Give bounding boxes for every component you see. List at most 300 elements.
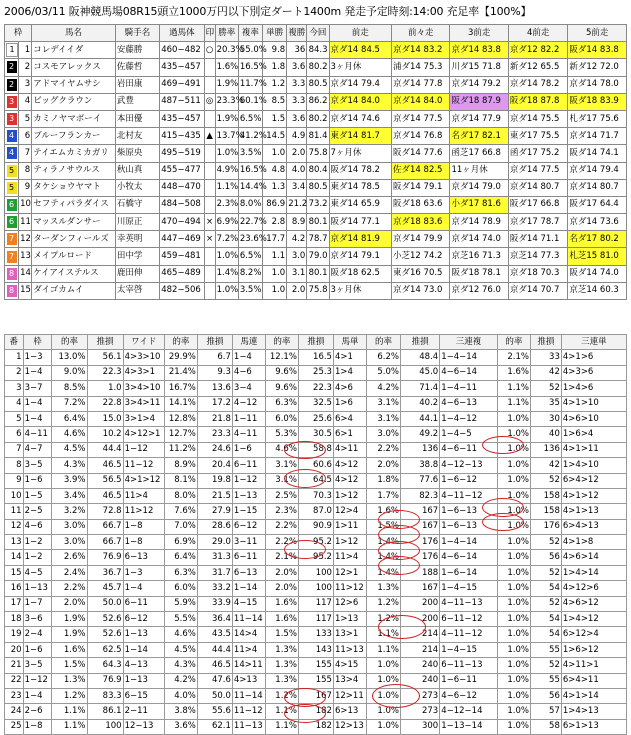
odds-cell: 54 xyxy=(530,581,561,596)
odds-cell: 1−4 xyxy=(123,581,164,596)
odds-cell: 56 xyxy=(530,550,561,565)
place-rate: 3.5% xyxy=(238,145,262,162)
win-rate: 1.1% xyxy=(215,179,238,196)
current-index: 80.5 xyxy=(307,179,329,196)
past-race-cell: 名ダ17 82.1 xyxy=(450,128,508,145)
odds-cell: 167 xyxy=(401,519,440,534)
odds-cell: 2.2% xyxy=(265,535,298,550)
odds-cell: 52.6 xyxy=(87,627,123,642)
waku-cell xyxy=(5,93,19,110)
past-race-cell: 東ダ17 75.5 xyxy=(508,128,567,145)
past-race-cell: 京ダ12 82.2 xyxy=(508,42,567,59)
odds-cell: 1−4−5 xyxy=(440,427,498,442)
win-odds: 86.9 xyxy=(263,196,287,213)
win-rate: 6.9% xyxy=(215,214,238,231)
odds-cell: 2−11 xyxy=(123,704,164,719)
place-odds: 3.4 xyxy=(287,179,307,196)
odds-cell: 1.0% xyxy=(497,458,530,473)
odds-cell: 1.6% xyxy=(366,504,400,519)
entry-row[interactable] xyxy=(5,128,627,145)
odds-cell: 4>1>13 xyxy=(561,504,626,519)
odds-cell: 25 xyxy=(5,719,24,734)
odds-cell: 117 xyxy=(298,612,333,627)
odds-cell: 46.5 xyxy=(197,658,232,673)
odds-cell: 1−11 xyxy=(232,411,265,426)
odds-header-cell: 三連複 xyxy=(440,335,498,350)
jockey-name: 鹿田伸 xyxy=(115,265,159,282)
odds-cell: 1−13 xyxy=(123,673,164,688)
past-race-cell: 京ダ14 77.9 xyxy=(450,110,508,127)
odds-cell: 1−4 xyxy=(23,396,52,411)
odds-cell: 7.6% xyxy=(164,504,197,519)
odds-cell: 4.6% xyxy=(265,442,298,457)
odds-cell: 2.0% xyxy=(265,581,298,596)
odds-cell: 4.2% xyxy=(164,673,197,688)
odds-cell: 43.5 xyxy=(197,627,232,642)
odds-cell: 6.7 xyxy=(197,350,232,365)
odds-row[interactable] xyxy=(5,565,627,580)
horse-number: 10 xyxy=(19,196,32,213)
odds-cell: 6.3% xyxy=(265,396,298,411)
waku-cell xyxy=(5,231,19,248)
odds-cell: 45.7 xyxy=(87,581,123,596)
odds-cell: 15 xyxy=(5,565,24,580)
body-weight: 447−469 xyxy=(160,231,204,248)
place-odds: 3.6 xyxy=(287,59,307,76)
waku-badge: 6 xyxy=(7,216,17,228)
odds-cell: 76.9 xyxy=(87,673,123,688)
past-race-cell: 京ダ14 73.6 xyxy=(568,214,627,231)
odds-cell: 72.8 xyxy=(87,504,123,519)
odds-cell: 167 xyxy=(401,581,440,596)
odds-cell: 1.0% xyxy=(497,596,530,611)
body-weight: 487−511 xyxy=(160,93,204,110)
waku-badge: 4 xyxy=(7,130,17,142)
odds-row[interactable] xyxy=(5,642,627,657)
horse-name: カミノヤマボーイ xyxy=(32,110,116,127)
odds-cell: 1.2% xyxy=(366,612,400,627)
odds-row[interactable] xyxy=(5,411,627,426)
odds-cell: 1.0% xyxy=(366,658,400,673)
odds-row[interactable] xyxy=(5,396,627,411)
odds-cell: 12>4 xyxy=(333,504,366,519)
odds-cell: 1>6 xyxy=(333,396,366,411)
odds-header-cell: 推損 xyxy=(530,335,561,350)
entry-row[interactable] xyxy=(5,196,627,213)
odds-row[interactable] xyxy=(5,673,627,688)
jockey-name: 安藤勝 xyxy=(115,42,159,59)
past-race-cell: 阪ダ17 64.4 xyxy=(568,196,627,213)
win-odds: 8.5 xyxy=(263,93,287,110)
odds-cell: 6−13 xyxy=(232,565,265,580)
place-rate: 16.5% xyxy=(238,162,262,179)
odds-cell: 90.9 xyxy=(298,519,333,534)
odds-row[interactable] xyxy=(5,504,627,519)
odds-cell: 8.0% xyxy=(164,488,197,503)
odds-cell: 4>11 xyxy=(333,442,366,457)
odds-cell: 6−12 xyxy=(232,519,265,534)
odds-cell: 155 xyxy=(298,658,333,673)
odds-cell: 11−14 xyxy=(232,612,265,627)
odds-cell: 3 xyxy=(5,381,24,396)
win-rate: 1.0% xyxy=(215,145,238,162)
odds-cell: 4−6−14 xyxy=(440,365,498,380)
odds-cell: 86.1 xyxy=(87,704,123,719)
past-race-cell: 京ダ14 75.5 xyxy=(508,110,567,127)
odds-cell: 16.7% xyxy=(164,381,197,396)
prediction-mark xyxy=(204,76,215,93)
odds-cell: 71.4 xyxy=(401,381,440,396)
place-odds: 3.1 xyxy=(287,265,307,282)
horse-name: ビッグクラウン xyxy=(32,93,116,110)
annotation-circle xyxy=(284,704,326,723)
past-race-cell: 京ダ14 77.8 xyxy=(392,76,450,93)
odds-cell: 4>15 xyxy=(333,658,366,673)
entry-row[interactable] xyxy=(5,145,627,162)
past-race-cell: 7ヶ月休 xyxy=(329,145,392,162)
prediction-mark: ○ xyxy=(204,42,215,59)
odds-cell: 100 xyxy=(87,719,123,734)
odds-cell: 3.1% xyxy=(265,473,298,488)
odds-row[interactable] xyxy=(5,658,627,673)
waku-badge: 2 xyxy=(7,79,17,91)
place-rate: 23.6% xyxy=(238,231,262,248)
prediction-mark: × xyxy=(204,231,215,248)
entry-row[interactable] xyxy=(5,110,627,127)
jockey-name: 石橋守 xyxy=(115,196,159,213)
current-index: 80.4 xyxy=(307,162,329,179)
past-race-cell: 浦ダ14 75.3 xyxy=(392,59,450,76)
odds-cell: 2.0% xyxy=(366,458,400,473)
odds-cell: 4>6 xyxy=(333,381,366,396)
odds-cell: 1−6−11 xyxy=(440,673,498,688)
odds-cell: 18 xyxy=(5,612,24,627)
past-race-cell: 京ダ14 83.2 xyxy=(392,42,450,59)
odds-cell: 1>6>4 xyxy=(561,427,626,442)
place-rate: 16.5% xyxy=(238,59,262,76)
horse-number: 13 xyxy=(19,248,32,265)
odds-cell: 66.7 xyxy=(87,535,123,550)
odds-cell: 56.5 xyxy=(87,473,123,488)
odds-cell: 33.2 xyxy=(197,581,232,596)
odds-cell: 46.5 xyxy=(87,458,123,473)
place-odds: 4.0 xyxy=(287,162,307,179)
odds-cell: 33.9 xyxy=(197,596,232,611)
odds-cell: 22.3 xyxy=(87,365,123,380)
annotation-circle xyxy=(284,540,326,559)
odds-cell: 8.1% xyxy=(164,473,197,488)
odds-cell: 1.4% xyxy=(366,550,400,565)
waku-badge: 3 xyxy=(7,96,17,108)
odds-cell: 22.3 xyxy=(298,381,333,396)
odds-cell: 4>3>1 xyxy=(123,365,164,380)
odds-cell: 40 xyxy=(530,427,561,442)
odds-cell: 4−12 xyxy=(232,396,265,411)
odds-cell: 1.0% xyxy=(497,550,530,565)
entry-row[interactable] xyxy=(5,179,627,196)
entry-row[interactable] xyxy=(5,59,627,76)
odds-cell: 4−6−12 xyxy=(440,688,498,703)
odds-cell: 2.2% xyxy=(52,581,87,596)
odds-cell: 1.4% xyxy=(366,565,400,580)
odds-cell: 1.3% xyxy=(52,673,87,688)
odds-cell: 47.6 xyxy=(197,673,232,688)
odds-cell: 1−3 xyxy=(123,565,164,580)
past-race-cell: 京ダ14 79.4 xyxy=(329,76,392,93)
odds-cell: 11−14 xyxy=(232,688,265,703)
odds-row[interactable] xyxy=(5,627,627,642)
odds-cell: 4 xyxy=(5,396,24,411)
horse-number: 12 xyxy=(19,231,32,248)
odds-cell: 14.1% xyxy=(164,396,197,411)
horse-number: 8 xyxy=(19,162,32,179)
past-race-cell: 11ヶ月休 xyxy=(450,162,508,179)
odds-cell: 1.0% xyxy=(497,673,530,688)
odds-cell: 66.7 xyxy=(87,519,123,534)
odds-cell: 35 xyxy=(530,396,561,411)
odds-cell: 1.0% xyxy=(497,411,530,426)
odds-cell: 4−5 xyxy=(23,565,52,580)
odds-cell: 12.8% xyxy=(164,411,197,426)
odds-cell: 240 xyxy=(401,658,440,673)
odds-cell: 50.0 xyxy=(87,596,123,611)
odds-cell: 1>4>6 xyxy=(561,381,626,396)
past-race-cell: 函ダ17 75.2 xyxy=(508,145,567,162)
odds-row[interactable] xyxy=(5,381,627,396)
entry-row[interactable] xyxy=(5,282,627,299)
odds-cell: 3.2% xyxy=(52,504,87,519)
past-race-cell: 京ダ14 78.9 xyxy=(450,214,508,231)
odds-cell: 4>1>14 xyxy=(561,688,626,703)
odds-cell: 1>12 xyxy=(333,488,366,503)
odds-cell: 24.6 xyxy=(197,442,232,457)
odds-cell: 23 xyxy=(5,688,24,703)
entry-row[interactable] xyxy=(5,93,627,110)
odds-cell: 1.0% xyxy=(366,673,400,688)
odds-cell: 49.2 xyxy=(401,427,440,442)
past-race-cell: 阪ダ18 83.9 xyxy=(568,93,627,110)
odds-cell: 1.0% xyxy=(497,427,530,442)
odds-cell: 1.6% xyxy=(265,596,298,611)
place-rate: 41.2% xyxy=(238,128,262,145)
odds-cell: 1−4−11 xyxy=(440,381,498,396)
body-weight: 448−470 xyxy=(160,179,204,196)
odds-row[interactable] xyxy=(5,488,627,503)
odds-cell: 3>4>11 xyxy=(123,396,164,411)
odds-cell: 4>12>6 xyxy=(561,581,626,596)
past-race-cell: 京ダ14 84.5 xyxy=(329,42,392,59)
odds-cell: 1.0% xyxy=(497,627,530,642)
odds-cell: 1−4 xyxy=(23,411,52,426)
odds-cell: 1−4−15 xyxy=(440,642,498,657)
odds-cell: 56 xyxy=(530,688,561,703)
odds-cell: 200 xyxy=(401,612,440,627)
past-race-cell: 京ダ14 77.5 xyxy=(508,162,567,179)
odds-header-cell: 馬単 xyxy=(333,335,366,350)
odds-cell: 4>12 xyxy=(333,473,366,488)
odds-cell: 48.4 xyxy=(401,350,440,365)
odds-cell: 4.6% xyxy=(164,627,197,642)
odds-cell: 4>6>10 xyxy=(561,411,626,426)
odds-row[interactable] xyxy=(5,427,627,442)
win-odds: 1.2 xyxy=(263,76,287,93)
horse-number: 11 xyxy=(19,214,32,231)
odds-cell: 55.6 xyxy=(197,704,232,719)
odds-cell: 2−5 xyxy=(23,504,52,519)
odds-cell: 1−6−13 xyxy=(440,519,498,534)
odds-row[interactable] xyxy=(5,350,627,365)
horse-number: 14 xyxy=(19,265,32,282)
horse-number: 5 xyxy=(19,110,32,127)
odds-cell: 2.6% xyxy=(52,550,87,565)
entry-header-cell: 印 xyxy=(204,25,215,42)
odds-cell: 6−13 xyxy=(123,550,164,565)
place-odds: 3.3 xyxy=(287,76,307,93)
past-race-cell: 名ダ17 80.2 xyxy=(568,231,627,248)
odds-cell: 1.1% xyxy=(366,642,400,657)
odds-row[interactable] xyxy=(5,519,627,534)
odds-cell: 7.2% xyxy=(52,396,87,411)
odds-cell: 1−7 xyxy=(23,596,52,611)
odds-cell: 1.1% xyxy=(366,627,400,642)
odds-cell: 11>13 xyxy=(333,642,366,657)
odds-row[interactable] xyxy=(5,596,627,611)
place-rate: 3.5% xyxy=(238,282,262,299)
current-index: 80.2 xyxy=(307,110,329,127)
body-weight: 465−489 xyxy=(160,265,204,282)
odds-cell: 6−11 xyxy=(123,596,164,611)
place-rate: 55.0% xyxy=(238,42,262,59)
place-odds: 4.9 xyxy=(287,128,307,145)
odds-cell: 5.3% xyxy=(265,427,298,442)
odds-cell: 3.8% xyxy=(164,704,197,719)
odds-cell: 133 xyxy=(298,627,333,642)
odds-cell: 4.5% xyxy=(52,442,87,457)
entry-row[interactable] xyxy=(5,162,627,179)
odds-cell: 6 xyxy=(5,427,24,442)
horse-name: ダイゴカムイ xyxy=(32,282,116,299)
odds-cell: 11−12 xyxy=(123,458,164,473)
odds-cell: 1.5% xyxy=(366,519,400,534)
waku-cell xyxy=(5,179,19,196)
odds-row[interactable] xyxy=(5,581,627,596)
odds-cell: 1−14 xyxy=(232,581,265,596)
odds-header-cell: 推損 xyxy=(197,335,232,350)
waku-badge: 7 xyxy=(7,251,17,263)
entry-row[interactable] xyxy=(5,76,627,93)
odds-header-cell: 的率 xyxy=(366,335,400,350)
odds-cell: 1>12 xyxy=(333,535,366,550)
odds-cell: 4−6−13 xyxy=(440,396,498,411)
entry-header-cell: 過馬体 xyxy=(160,25,204,42)
win-rate: 2.3% xyxy=(215,196,238,213)
odds-cell: 1−6 xyxy=(23,642,52,657)
entry-row[interactable] xyxy=(5,248,627,265)
entry-header-cell: 複勝 xyxy=(287,25,307,42)
odds-cell: 9.0% xyxy=(52,365,87,380)
waku-cell xyxy=(5,248,19,265)
entry-row[interactable] xyxy=(5,42,627,59)
odds-cell: 1>6>12 xyxy=(561,642,626,657)
odds-cell: 6>4 xyxy=(333,411,366,426)
odds-header-cell: 的率 xyxy=(164,335,197,350)
past-race-cell: 京ダ14 74.0 xyxy=(450,231,508,248)
odds-header-cell: 馬連 xyxy=(232,335,265,350)
odds-header-cell: 推損 xyxy=(401,335,440,350)
odds-cell: 7 xyxy=(5,442,24,457)
odds-row[interactable] xyxy=(5,365,627,380)
place-odds: 8.9 xyxy=(287,214,307,231)
past-race-cell: 京ダ14 71.7 xyxy=(568,128,627,145)
odds-cell: 4.0% xyxy=(164,688,197,703)
odds-row[interactable] xyxy=(5,612,627,627)
odds-cell: 1−4 xyxy=(23,365,52,380)
odds-cell: 167 xyxy=(298,688,333,703)
body-weight: 459−481 xyxy=(160,248,204,265)
odds-cell: 44.1 xyxy=(401,411,440,426)
odds-cell: 4>3>6 xyxy=(561,365,626,380)
past-race-cell: 京ダ14 70.7 xyxy=(508,282,567,299)
win-odds: 14.5 xyxy=(263,128,287,145)
odds-cell: 4>12 xyxy=(333,458,366,473)
odds-cell: 1−13 xyxy=(23,581,52,596)
odds-cell: 54 xyxy=(530,627,561,642)
odds-cell: 1−8 xyxy=(123,519,164,534)
odds-cell: 1.5% xyxy=(265,627,298,642)
win-odds: 2.8 xyxy=(263,214,287,231)
odds-cell: 1>4>14 xyxy=(561,565,626,580)
past-race-cell: 京ダ14 79.0 xyxy=(450,179,508,196)
waku-badge: 8 xyxy=(7,285,17,297)
past-race-cell: 阪ダ14 79.1 xyxy=(392,179,450,196)
past-race-cell: 京ダ14 74.6 xyxy=(329,110,392,127)
past-race-cell: 阪ダ18 87.8 xyxy=(508,93,567,110)
odds-cell: 4>1>8 xyxy=(561,535,626,550)
body-weight: 455−477 xyxy=(160,162,204,179)
entry-row[interactable] xyxy=(5,214,627,231)
past-race-cell: 新ダ12 72.0 xyxy=(568,59,627,76)
horse-name: テイエムカミカガリ xyxy=(32,145,116,162)
odds-cell: 6−11 xyxy=(232,550,265,565)
odds-cell: 14>4 xyxy=(232,627,265,642)
odds-cell: 3.0% xyxy=(366,427,400,442)
past-race-cell: 京ダ14 77.5 xyxy=(392,110,450,127)
past-race-cell: 京芝16 71.3 xyxy=(450,248,508,265)
odds-cell: 1.0% xyxy=(497,719,530,734)
entry-row[interactable] xyxy=(5,265,627,282)
odds-cell: 1−6−14 xyxy=(440,565,498,580)
odds-cell: 1.1% xyxy=(497,381,530,396)
current-index: 80.1 xyxy=(307,265,329,282)
odds-cell: 54 xyxy=(530,612,561,627)
odds-cell: 45.0 xyxy=(401,365,440,380)
past-race-cell: 京ダ14 80.7 xyxy=(508,179,567,196)
odds-cell: 1.9% xyxy=(52,627,87,642)
odds-cell: 14 xyxy=(5,550,24,565)
horse-number: 2 xyxy=(19,59,32,76)
jockey-name: 本田優 xyxy=(115,110,159,127)
odds-cell: 5.9% xyxy=(164,596,197,611)
odds-cell: 21 xyxy=(5,658,24,673)
odds-cell: 100 xyxy=(298,581,333,596)
past-race-cell: 阪ダ18 63.6 xyxy=(392,196,450,213)
odds-cell: 240 xyxy=(401,673,440,688)
odds-cell: 4.6% xyxy=(52,427,87,442)
entry-header-cell: 4前走 xyxy=(508,25,567,42)
horse-name: メイプルロード xyxy=(32,248,116,265)
entry-row[interactable] xyxy=(5,231,627,248)
odds-header-row xyxy=(5,335,627,350)
